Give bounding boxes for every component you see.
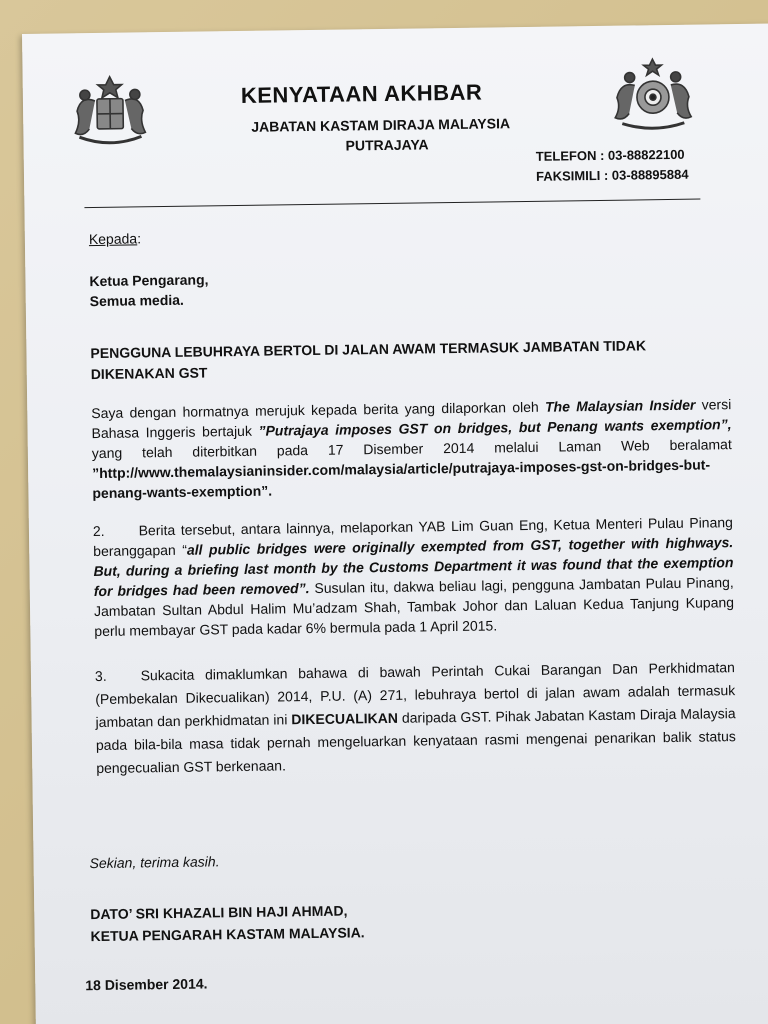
recipient-list <box>89 269 209 311</box>
para2-quote: all public bridges were originally exempted from GST, together with highways. But, during a briefing last month by the Customs Department it was found that the exemption for bridges had been removed”. <box>93 534 734 600</box>
para1-headline: ”Putrajaya imposes GST on bridges, but Penang wants exemption”, <box>258 416 732 439</box>
para1-url: ”http://www.themalaysianinsider.com/malaysia/article/putrajaya-imposes-gst-on-bridges-but-penang-wants-exemption”. <box>92 456 711 502</box>
closing-remark: Sekian, terima kasih. <box>89 853 220 872</box>
department-city: PUTRAJAYA <box>345 136 429 154</box>
document-title: KENYATAAN AKHBAR <box>240 79 483 108</box>
header-divider <box>84 199 700 209</box>
coat-of-arms-emblem-left <box>65 70 156 151</box>
para1-source-name: The Malaysian Insider <box>544 396 696 415</box>
fax-number: FAKSIMILI : 03-88895884 <box>535 166 689 184</box>
paragraph-1 <box>91 394 732 503</box>
press-release-page <box>22 23 768 1024</box>
recipient-line-2: Semua media. <box>89 291 184 310</box>
para1-text-2: versi Bahasa Inggeris bertajuk <box>91 396 732 442</box>
para1-text-1: Saya dengan hormatnya merujuk kepada berita yang dilaporkan oleh <box>91 398 546 422</box>
signatory-name: DATO’ SRI KHAZALI BIN HAJI AHMAD, <box>90 902 348 923</box>
press-release-subject: PENGGUNA LEBUHRAYA BERTOL DI JALAN AWAM TERMASUK JAMBATAN TIDAK DIKENAKAN GST <box>90 337 647 383</box>
para2-text-2: Susulan itu, dakwa beliau lagi, pengguna Jambatan Pulau Pinang, Jambatan Sultan Abdul Halim Mu’adzam Shah, Tambak Johor dan Laluan Kedua Tanjung Kupang perlu membayar GST pada kadar 6% bermula pada 1 April 2015. <box>93 574 735 640</box>
paragraph-2 <box>93 512 735 641</box>
recipient-heading-label: Kepada <box>88 230 138 248</box>
telephone-number: TELEFON : 03-88822100 <box>535 146 685 164</box>
recipient-heading <box>89 230 141 247</box>
para3-number: 3. <box>94 667 107 685</box>
signatory-block <box>90 899 365 947</box>
department-name: JABATAN KASTAM DIRAJA MALAYSIA <box>251 115 511 135</box>
para3-text-1: Sukacita dimaklumkan bahawa di bawah Perintah Cukai Barangan Dan Perkhidmatan (Pembekalan Dikecualikan) 2014, P.U. (A) 271, lebuhraya bertol di jalan awam adalah termasuk jambatan dan perkhidmatan ini <box>95 659 736 731</box>
paragraph-3 <box>95 656 737 780</box>
para2-number: 2. <box>92 522 105 540</box>
para1-text-3: yang telah diterbitkan pada 17 Disember 2014 melalui Laman Web beralamat <box>91 436 732 462</box>
contact-block <box>536 145 689 187</box>
recipient-heading-colon: : <box>137 230 142 247</box>
para3-emphasis: DIKECUALIKAN <box>291 709 399 728</box>
para2-text-1: Berita tersebut, antara lainnya, melaporkan YAB Lim Guan Eng, Ketua Menteri Pulau Pinang beranggapan “ <box>93 514 733 560</box>
para3-text-2: daripada GST. Pihak Jabatan Kastam Diraja Malaysia pada bila-bila masa tidak pernah mengeluarkan kenyataan rasmi mengenai penarikan balik status pengecualian GST berkenaan. <box>95 705 736 777</box>
recipient-line-1: Ketua Pengarang, <box>89 271 209 290</box>
signatory-position: KETUA PENGARAH KASTAM MALAYSIA. <box>90 924 365 945</box>
document-date: 18 Disember 2014. <box>85 975 208 994</box>
customs-crest-emblem-right <box>607 55 698 136</box>
